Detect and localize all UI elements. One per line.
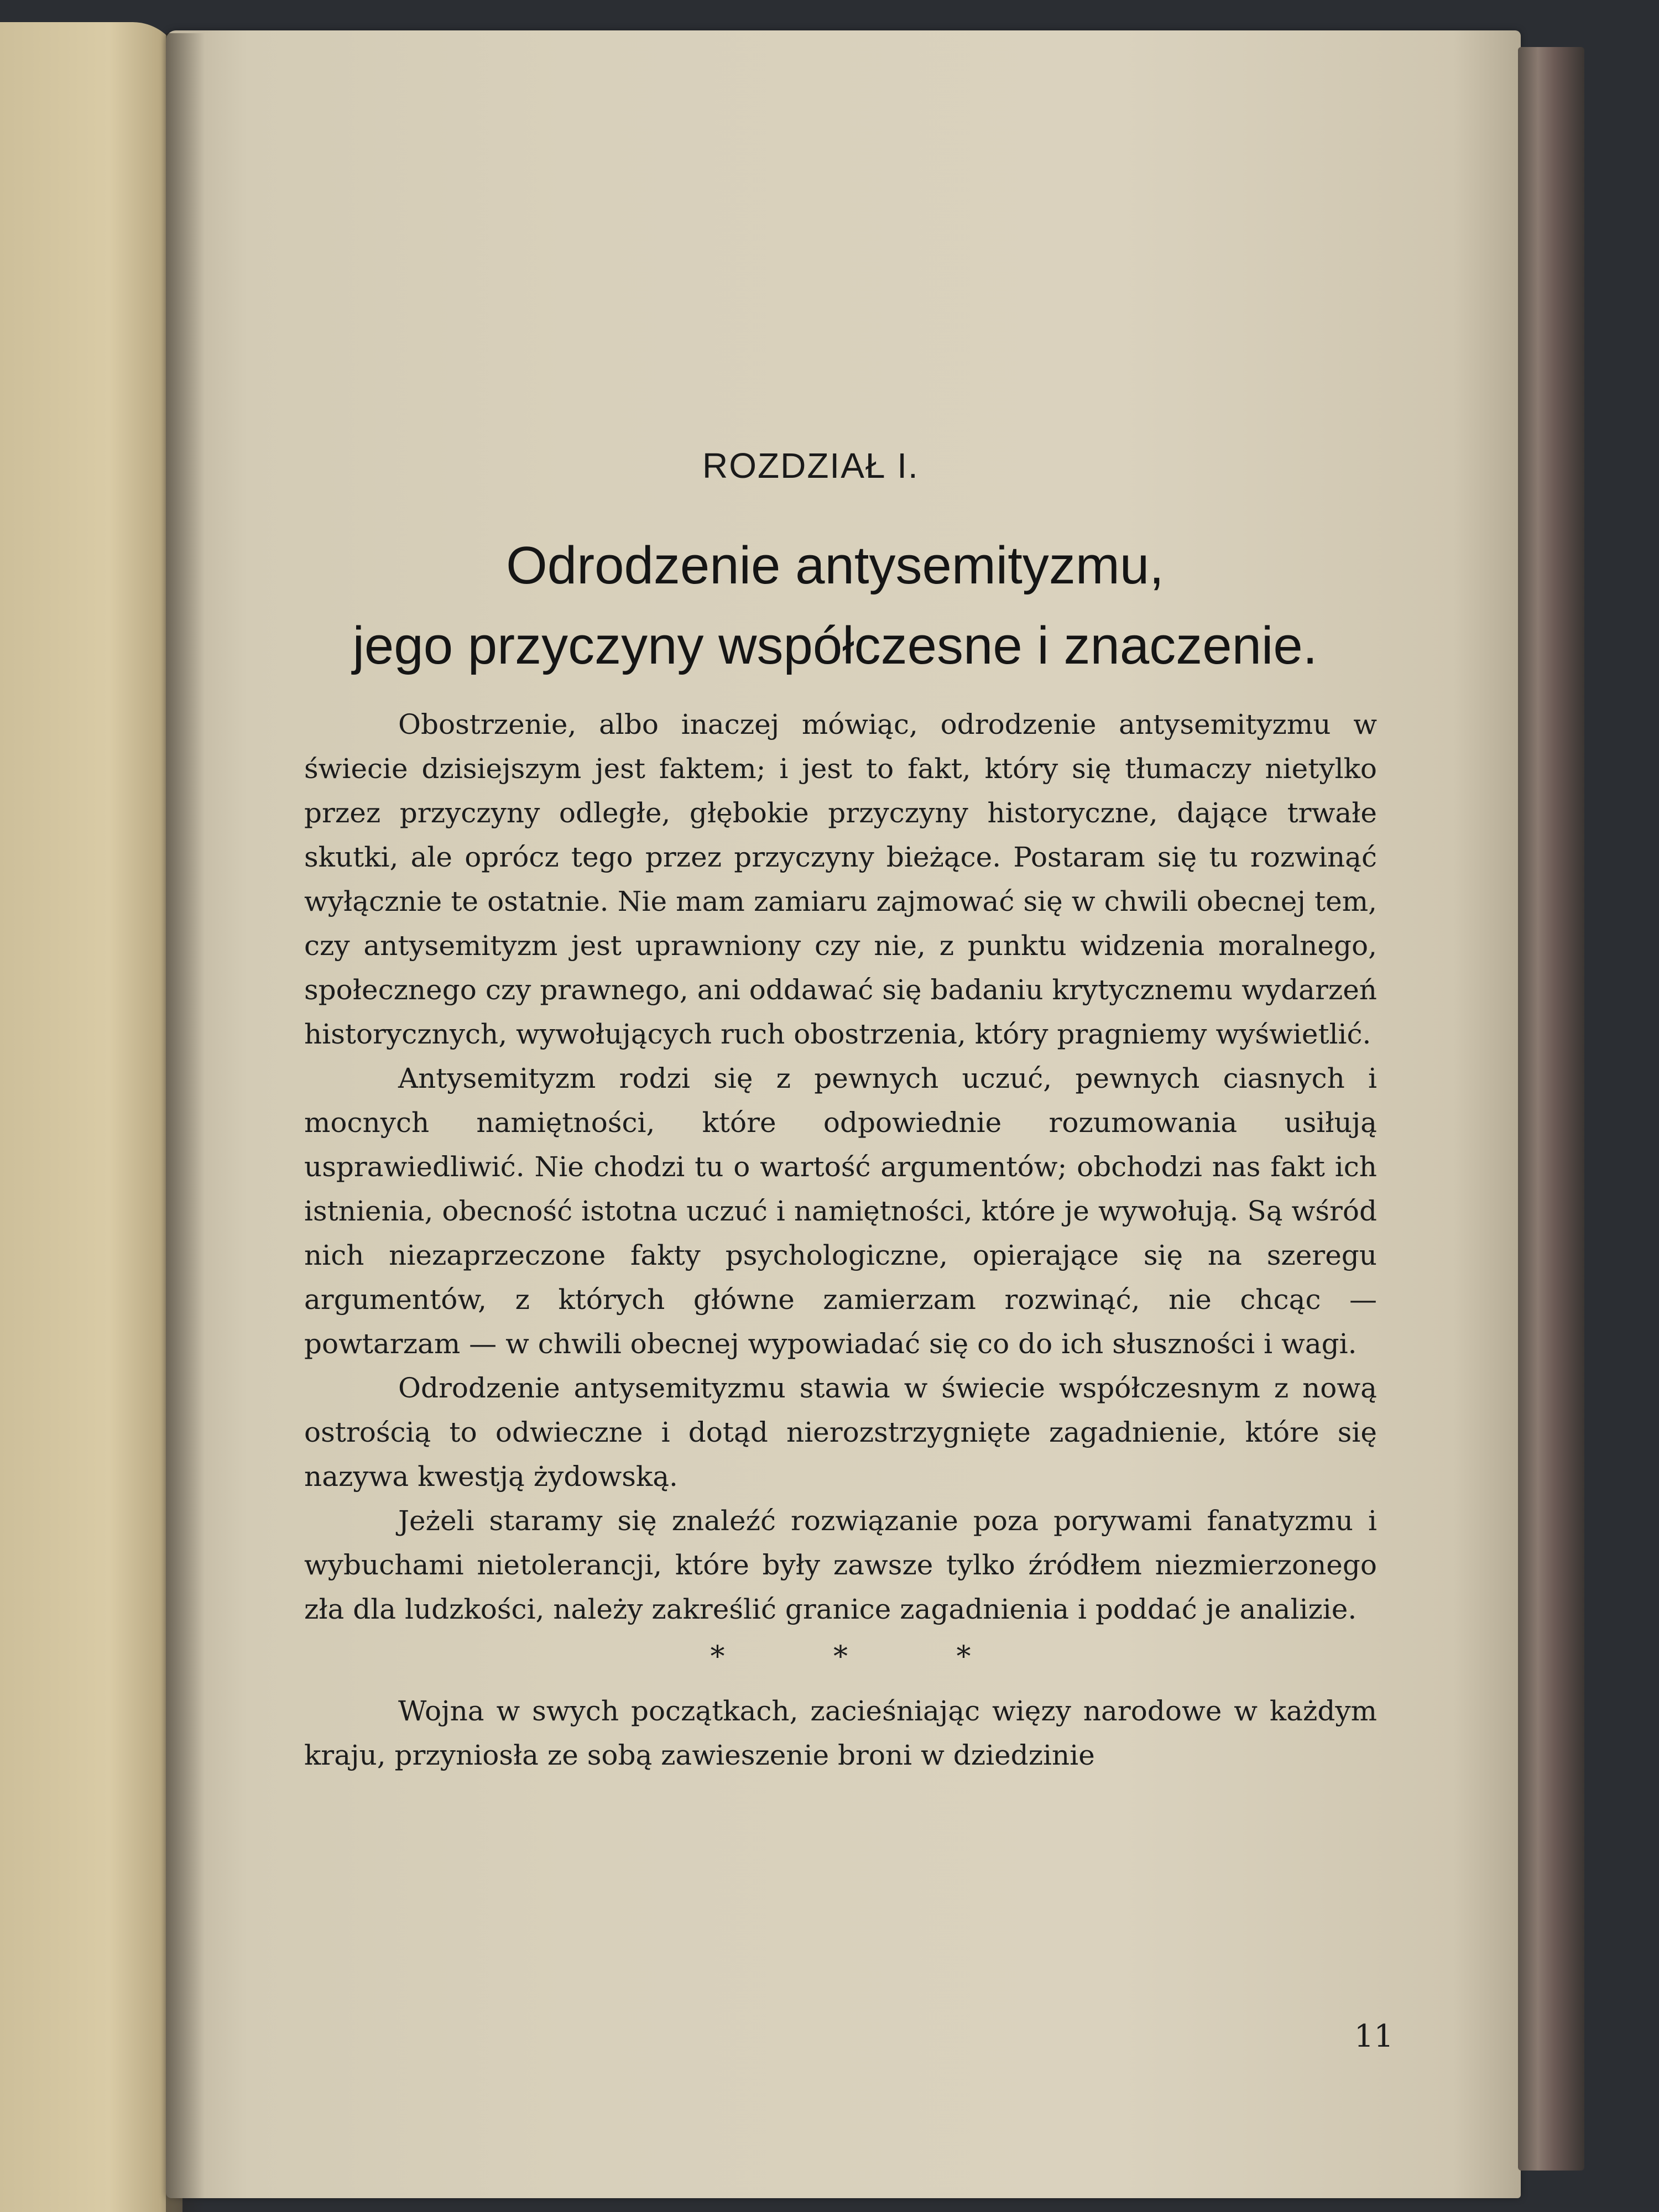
paragraph: Jeżeli staramy się znaleźć rozwiązanie poza porywami fanatyzmu i wybuchami nietolerancji, które były zawsze tylko źródłem niezmierzonego zła dla ludzkości, należy zakreślić granice zagadnienia i poddać je analizie. [304,1505,1377,1625]
paragraph: Antysemityzm rodzi się z pewnych uczuć, pewnych ciasnych i mocnych namiętności, które odpowiednie rozumowania usiłują usprawiedliwić. Nie chodzi tu o wartość argumentów; obchodzi nas fakt ich istnienia, obecność istotna uczuć i namiętności, które je wywołują. Są wśród nich niezaprzeczone fakty psychologiczne, opierające się na szeregu argumentów, z których główne zamierzam rozwinąć, nie chcąc — powtarzam — w chwili obecnej wypowiadać się co do ich słuszności i wagi. [304,1062,1377,1360]
chapter-title-line: Odrodzenie antysemityzmu, [506,536,1164,595]
chapter-label: ROZDZIAŁ I. [702,446,919,486]
left-page [0,22,182,2212]
page-number: 11 [1354,2018,1394,2054]
chapter-title [310,525,1360,686]
section-separator: * * * [710,1640,1021,1673]
paragraph: Obostrzenie, albo inaczej mówiąc, odrodzenie antysemityzmu w świecie dzisiejszym jest faktem; i jest to fakt, który się tłumaczy nietylko przez przyczyny odległe, głębokie przyczyny historyczne, dające trwałe skutki, ale oprócz tego przez przyczyny bieżące. Postaram się tu rozwinąć wyłącznie te ostatnie. Nie mam zamiaru zajmować się w chwili obecnej tem, czy antysemityzm jest uprawniony czy nie, z punktu widzenia moralnego, społecznego czy prawnego, ani oddawać się badaniu krytycznemu wydarzeń historycznych, wywołujących ruch obostrzenia, który pragniemy wyświetlić. [304,708,1377,1050]
spine-shadow [166,33,205,2212]
chapter-title-line: jego przyczyny współczesne i znaczenie. [352,616,1318,675]
paragraph: Wojna w swych początkach, zacieśniając więzy narodowe w każdym kraju, przyniosła ze sobą zawieszenie broni w dziedzinie [304,1695,1377,1771]
book-cover-edge [1518,47,1584,2171]
paragraph: Odrodzenie antysemityzmu stawia w świecie współczesnym z nową ostrością to odwieczne i dotąd nierozstrzygnięte zagadnienie, które się nazywa kwestją żydowską. [304,1372,1377,1493]
body-text [304,702,1377,1777]
